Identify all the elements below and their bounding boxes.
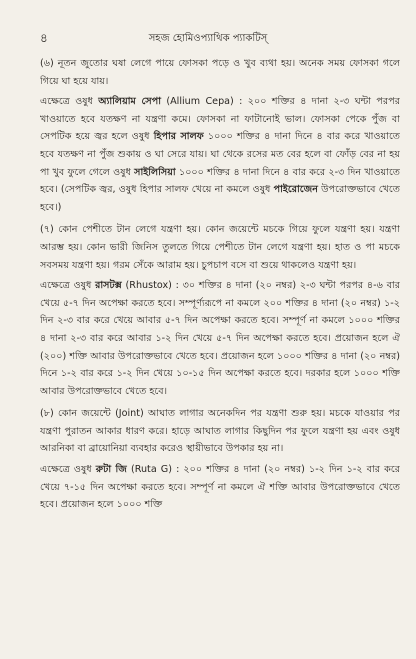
- paragraph-text: ১০০০ শক্তির ৪ দানা দিনে ৪ বার করে খাওয়াতে হবে যতক্ষণ না পুঁজ শুকায় ও ঘা সেরে যায়। ঘা থেকে রসের মত বের হলে বা ফোঁড় বের না হয় পা খুব ফুলে গেলে ওষুধ: [40, 131, 400, 178]
- paragraph-text: (৮) কোন জয়েন্টে (Joint) আঘাত লাগার অনেকদিন পর যন্ত্রণা শুরু হয়। মচকে যাওয়ার পর যন্ত্রণা পুরাতন আকার ধারণ করে। হাড়ে আঘাত লাগার কিছুদিন পর ফুলে যন্ত্রণা হয় এবং ওষুধ আরনিকা বা ব্রায়োনিয়া ব্যবহার করেও স্থায়ীভাবে উপকার হয় না।: [40, 408, 400, 455]
- paragraph-p7a: [40, 277, 400, 400]
- paragraph-p8: [40, 405, 400, 458]
- paragraph-text: এক্ষেত্রে ওষুধ: [40, 464, 96, 476]
- medicine-name: অ্যালিয়াম সেপা: [98, 96, 162, 108]
- medicine-name: রুটা জি: [95, 464, 127, 476]
- paragraph-p6a: [40, 93, 400, 216]
- paragraph-p7: [40, 221, 400, 274]
- page-body: [40, 55, 400, 653]
- paragraph-text: ১০০০ শক্তির ৪ দানা দিনে ৪ বার করে ২-৩ দিন খাওয়াতে হবে। (সেপটিক জ্বর, ওষুধ হিপার সালফ খেয়ে না কমলে ওষুধ: [40, 166, 400, 196]
- paragraph-text: উপরোক্তভাবে খেতে হবে।): [40, 184, 400, 213]
- medicine-name: পাইরোজেন: [273, 184, 318, 196]
- paragraph-p6: [40, 55, 400, 90]
- paragraph-p8a: [40, 461, 400, 514]
- paragraph-text: (Rhustox) : ৩০ শক্তির ৪ দানা (২০ নম্বর) ২-৩ ঘন্টা পরপর ৪-৬ বার খেয়ে ৫-৭ দিন অপেক্ষা করতে হবে। সম্পূর্ণ্যরূপে না কমলে ২০০ শক্তির ৪ দানা (২০ নম্বর) ১-২ দিন ২-৩ বার করে খেয়ে আবার ৫-৭ দিন অপেক্ষা করতে হবে। সম্পূর্ণ না কমলে ১০০০ শক্তির ৪ দানা ২-৩ বার করে আবার ১-২ দিন খেয়ে ৫-৭ দিন অপেক্ষা করতে হবে। প্রয়োজন হলে ঐ (২০০) শক্তি আবার উপরোক্তভাবে খেতে হবে। প্রয়োজন হলে ১০০০ শক্তির ৪ দানা (২০ নম্বর) দিনে ১-২ বার করে ১-২ দিন খেয়ে ১০-১৫ দিন অপেক্ষা করতে হবে। দরকার হলে ১০০০ শক্তি আবার উপরোক্তভাবে খেতে হবে।: [40, 280, 400, 397]
- paragraph-text: (৬) নূতন জুতোর ঘষা লেগে পায়ে ফোসকা পড়ে ও খুব ব্যথা হয়। অনেক সময় ফোসকা গলে গিয়ে ঘা হয়ে যায়।: [40, 58, 400, 87]
- paragraph-text: (Ruta G) : ২০০ শক্তির ৪ দানা (২০ নম্বর) ১-২ দিন ১-২ বার করে খেয়ে ৭-১৫ দিন অপেক্ষা করতে হবে। সম্পূর্ণ না কমলে ঐ শক্তি আবার উপরোক্তভাবে খেতে হবে। প্রয়োজন হলে ১০০০ শক্তি: [40, 464, 400, 511]
- paragraph-text: (৭) কোন পেশীতে টান লেগে যন্ত্রণা হয়। কোন জয়েন্টে মচকে গিয়ে ফুলে যন্ত্রণা হয়। যন্ত্রণা আরম্ভ হয়। কোন ভারী জিনিস তুলতে গিয়ে পেশীতে টান লেগে যন্ত্রণা হয়। হাত ও পা মচকে সবসময় যন্ত্রণা হয়। গরম সেঁকে আরাম হয়। চুপচাপ বসে বা শুয়ে থাকলেও যন্ত্রণা হয়।: [40, 224, 400, 271]
- page-number: ৪: [40, 31, 48, 45]
- running-title: সহজ হোমিওপ্যাথিক প্যাকটিস্: [148, 33, 268, 44]
- medicine-name: সাইলিসিয়া: [134, 166, 176, 178]
- medicine-name: হিপার সালফ: [153, 131, 204, 143]
- paragraph-text: এক্ষেত্রে ওষুধ: [40, 96, 99, 108]
- medicine-name: রাসটক্স: [95, 280, 122, 292]
- paragraph-text: (Allium Cepa) : ২০০ শক্তির ৪ দানা ২-৩ ঘন্টা পরপর খাওয়াতে হবে যতক্ষণ না যন্ত্রণা কমে। ফোসকা না ফাটানোই ভাল। ফোসকা পেকে পুঁজ বা সেপটিক হয়ে জ্বর হলে ওষুধ: [40, 96, 400, 143]
- paragraph-text: এক্ষেত্রে ওষুধ: [40, 280, 96, 292]
